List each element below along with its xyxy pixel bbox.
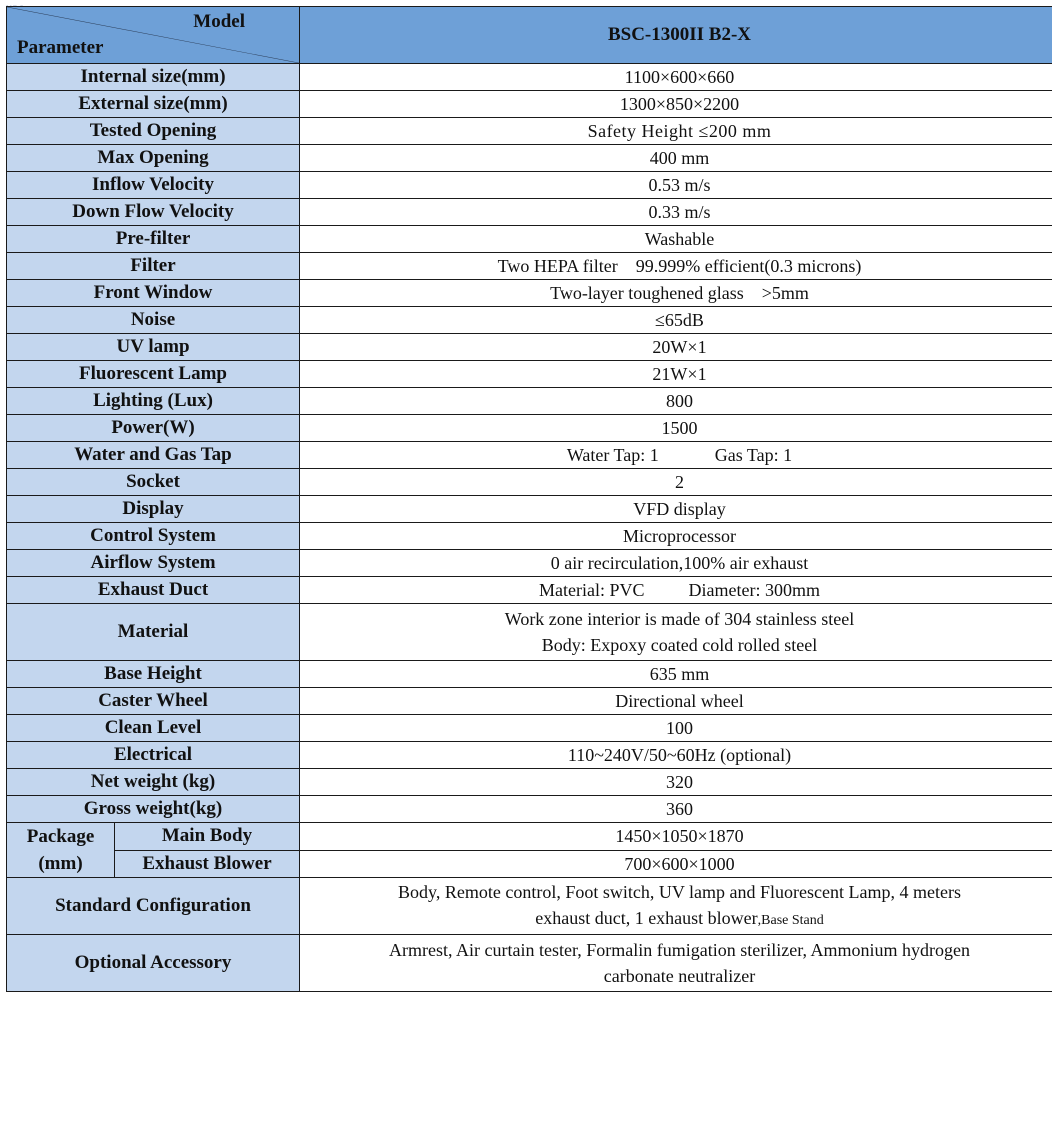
standard-config-line-2-text: exhaust duct, 1 exhaust blower xyxy=(535,907,758,928)
param-cell: Main Body xyxy=(115,823,300,851)
param-cell: Optional Accessory xyxy=(7,935,300,992)
param-cell: Internal size(mm) xyxy=(7,64,300,91)
value-cell: 0.53 m/s xyxy=(300,172,1052,199)
value-cell: 1100×600×660 xyxy=(300,64,1052,91)
table-row xyxy=(7,604,1052,661)
table-row xyxy=(7,442,1052,469)
value-cell xyxy=(300,935,1052,992)
table-row xyxy=(7,850,1052,878)
material-line-1: Work zone interior is made of 304 stainless steel xyxy=(504,609,855,629)
table-row xyxy=(7,172,1052,199)
value-cell xyxy=(300,577,1052,604)
value-cell: 360 xyxy=(300,796,1052,823)
value-cell: Microprocessor xyxy=(300,523,1052,550)
table-row xyxy=(7,64,1052,91)
header-corner-cell xyxy=(7,7,300,64)
standard-config-base-stand: ,Base Stand xyxy=(757,912,824,928)
param-cell: Power(W) xyxy=(7,415,300,442)
table-row xyxy=(7,388,1052,415)
table-row xyxy=(7,661,1052,688)
table-row xyxy=(7,415,1052,442)
table-row xyxy=(7,796,1052,823)
value-cell: Safety Height ≤200 mm xyxy=(300,118,1052,145)
package-label-line-2: (mm) xyxy=(38,853,83,874)
table-row xyxy=(7,935,1052,992)
optional-line-2: carbonate neutralizer xyxy=(603,966,756,986)
value-cell: 0.33 m/s xyxy=(300,199,1052,226)
table-row xyxy=(7,823,1052,851)
value-cell: 0 air recirculation,100% air exhaust xyxy=(300,550,1052,577)
table-row xyxy=(7,145,1052,172)
param-cell: Inflow Velocity xyxy=(7,172,300,199)
value-cell: 1500 xyxy=(300,415,1052,442)
param-cell: Airflow System xyxy=(7,550,300,577)
table-row xyxy=(7,361,1052,388)
water-tap-value: Water Tap: 1 xyxy=(566,445,659,465)
optional-line-1: Armrest, Air curtain tester, Formalin fumigation sterilizer, Ammonium hydrogen xyxy=(389,940,970,960)
value-cell: Two HEPA filter 99.999% efficient(0.3 microns) xyxy=(300,253,1052,280)
param-cell: Base Height xyxy=(7,661,300,688)
param-cell: Water and Gas Tap xyxy=(7,442,300,469)
table-row xyxy=(7,742,1052,769)
table-row xyxy=(7,523,1052,550)
param-cell: Exhaust Duct xyxy=(7,577,300,604)
param-cell: Net weight (kg) xyxy=(7,769,300,796)
param-cell: Electrical xyxy=(7,742,300,769)
standard-config-line-2 xyxy=(306,905,1052,934)
param-cell: Caster Wheel xyxy=(7,688,300,715)
table-row xyxy=(7,280,1052,307)
value-cell: 2 xyxy=(300,469,1052,496)
value-cell xyxy=(300,878,1052,935)
param-cell: Clean Level xyxy=(7,715,300,742)
table-row xyxy=(7,769,1052,796)
table-row xyxy=(7,226,1052,253)
value-cell: Two-layer toughened glass >5mm xyxy=(300,280,1052,307)
value-cell: Washable xyxy=(300,226,1052,253)
value-cell: 1450×1050×1870 xyxy=(300,823,1052,851)
param-cell: Filter xyxy=(7,253,300,280)
value-cell: VFD display xyxy=(300,496,1052,523)
value-cell: 635 mm xyxy=(300,661,1052,688)
material-line-2: Body: Expoxy coated cold rolled steel xyxy=(541,635,818,655)
value-cell: 21W×1 xyxy=(300,361,1052,388)
table-row xyxy=(7,469,1052,496)
param-cell: Socket xyxy=(7,469,300,496)
value-cell: 1300×850×2200 xyxy=(300,91,1052,118)
table-row xyxy=(7,688,1052,715)
model-value: BSC-1300II B2-X xyxy=(300,7,1052,64)
param-cell: UV lamp xyxy=(7,334,300,361)
value-cell: 100 xyxy=(300,715,1052,742)
param-cell: Max Opening xyxy=(7,145,300,172)
value-cell: ≤65dB xyxy=(300,307,1052,334)
param-cell: Fluorescent Lamp xyxy=(7,361,300,388)
param-cell: Material xyxy=(7,604,300,661)
param-cell: Pre-filter xyxy=(7,226,300,253)
value-cell: 110~240V/50~60Hz (optional) xyxy=(300,742,1052,769)
param-cell: External size(mm) xyxy=(7,91,300,118)
value-cell xyxy=(300,604,1052,661)
package-label-cell xyxy=(7,823,115,878)
param-cell: Noise xyxy=(7,307,300,334)
param-cell: Tested Opening xyxy=(7,118,300,145)
model-label: Model xyxy=(193,11,245,32)
param-cell: Exhaust Blower xyxy=(115,850,300,878)
spec-table xyxy=(6,6,1052,992)
value-cell: 20W×1 xyxy=(300,334,1052,361)
param-cell: Standard Configuration xyxy=(7,878,300,935)
table-row xyxy=(7,118,1052,145)
duct-diameter-value: Diameter: 300mm xyxy=(688,580,820,600)
table-header-row xyxy=(7,7,1052,64)
table-row xyxy=(7,878,1052,935)
table-row xyxy=(7,91,1052,118)
value-cell: 700×600×1000 xyxy=(300,850,1052,878)
table-row xyxy=(7,199,1052,226)
gas-tap-value: Gas Tap: 1 xyxy=(714,445,793,465)
param-cell: Front Window xyxy=(7,280,300,307)
table-row xyxy=(7,577,1052,604)
param-cell: Control System xyxy=(7,523,300,550)
value-cell: 320 xyxy=(300,769,1052,796)
param-cell: Down Flow Velocity xyxy=(7,199,300,226)
table-row xyxy=(7,550,1052,577)
table-row xyxy=(7,307,1052,334)
param-cell: Gross weight(kg) xyxy=(7,796,300,823)
value-cell: Directional wheel xyxy=(300,688,1052,715)
table-row xyxy=(7,334,1052,361)
package-label-line-1: Package xyxy=(26,826,95,847)
table-row xyxy=(7,496,1052,523)
value-cell xyxy=(300,442,1052,469)
value-cell: 800 xyxy=(300,388,1052,415)
table-row xyxy=(7,253,1052,280)
table-row xyxy=(7,715,1052,742)
param-cell: Display xyxy=(7,496,300,523)
value-cell: 400 mm xyxy=(300,145,1052,172)
parameter-label: Parameter xyxy=(17,37,104,58)
param-cell: Lighting (Lux) xyxy=(7,388,300,415)
standard-config-line-1: Body, Remote control, Foot switch, UV lamp and Fluorescent Lamp, 4 meters xyxy=(398,881,961,902)
duct-material-value: Material: PVC xyxy=(539,580,645,600)
